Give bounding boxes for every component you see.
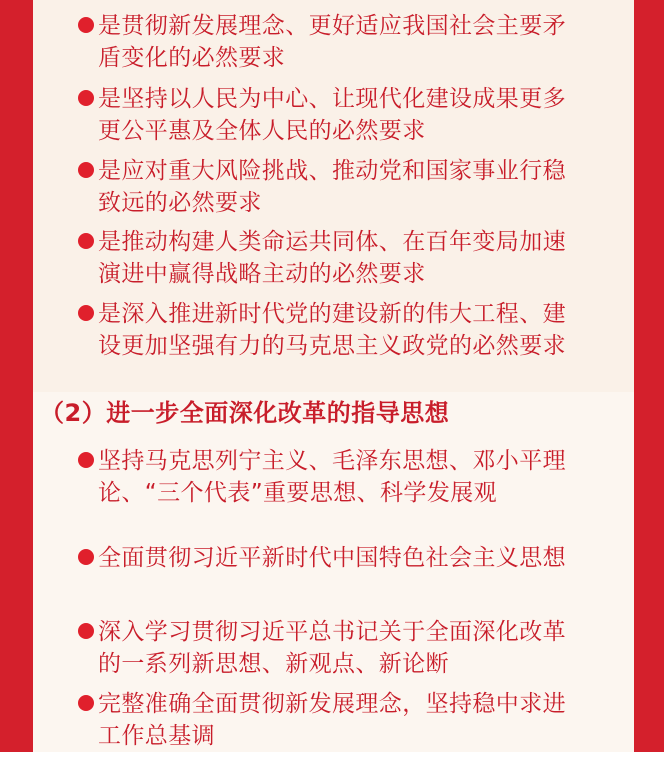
list-item xyxy=(98,688,578,752)
bottom-border xyxy=(0,752,666,757)
list-item-text: 坚持马克思列宁主义、毛泽东思想、邓小平理论、“三个代表”重要思想、科学发展观 xyxy=(98,448,566,506)
list-item xyxy=(98,616,578,680)
list-item xyxy=(98,298,578,362)
red-frame-left xyxy=(0,0,33,752)
list-item-text: 是贯彻新发展理念、更好适应我国社会主要矛盾变化的必然要求 xyxy=(98,13,566,71)
list-item-text: 深入学习贯彻习近平总书记关于全面深化改革的一系列新思想、新观点、新论断 xyxy=(98,619,566,677)
bullet-icon xyxy=(78,90,94,106)
list-item-text: 完整准确全面贯彻新发展理念，坚持稳中求进工作总基调 xyxy=(98,691,566,749)
bullet-icon xyxy=(78,305,94,321)
bullet-icon xyxy=(78,549,94,565)
list-item-text: 是应对重大风险挑战、推动党和国家事业行稳致远的必然要求 xyxy=(98,158,566,216)
bullet-icon xyxy=(78,233,94,249)
bullet-icon xyxy=(78,452,94,468)
list-item xyxy=(98,445,578,509)
list-item-text: 全面贯彻习近平新时代中国特色社会主义思想 xyxy=(98,545,566,571)
list-item xyxy=(98,10,578,74)
bullet-icon xyxy=(78,623,94,639)
list-item xyxy=(98,155,578,219)
red-frame-right xyxy=(634,0,664,752)
bullet-icon xyxy=(78,162,94,178)
list-item xyxy=(98,226,578,290)
list-item-text: 是推动构建人类命运共同体、在百年变局加速演进中赢得战略主动的必然要求 xyxy=(98,229,566,287)
section-heading: （2）进一步全面深化改革的指导思想 xyxy=(40,399,450,427)
bullet-icon xyxy=(78,17,94,33)
list-item xyxy=(98,83,578,147)
list-item-text: 是深入推进新时代党的建设新的伟大工程、建设更加坚强有力的马克思主义政党的必然要求 xyxy=(98,301,566,359)
bullet-icon xyxy=(78,695,94,711)
list-item-text: 是坚持以人民为中心、让现代化建设成果更多更公平惠及全体人民的必然要求 xyxy=(98,86,566,144)
list-item xyxy=(98,542,578,574)
